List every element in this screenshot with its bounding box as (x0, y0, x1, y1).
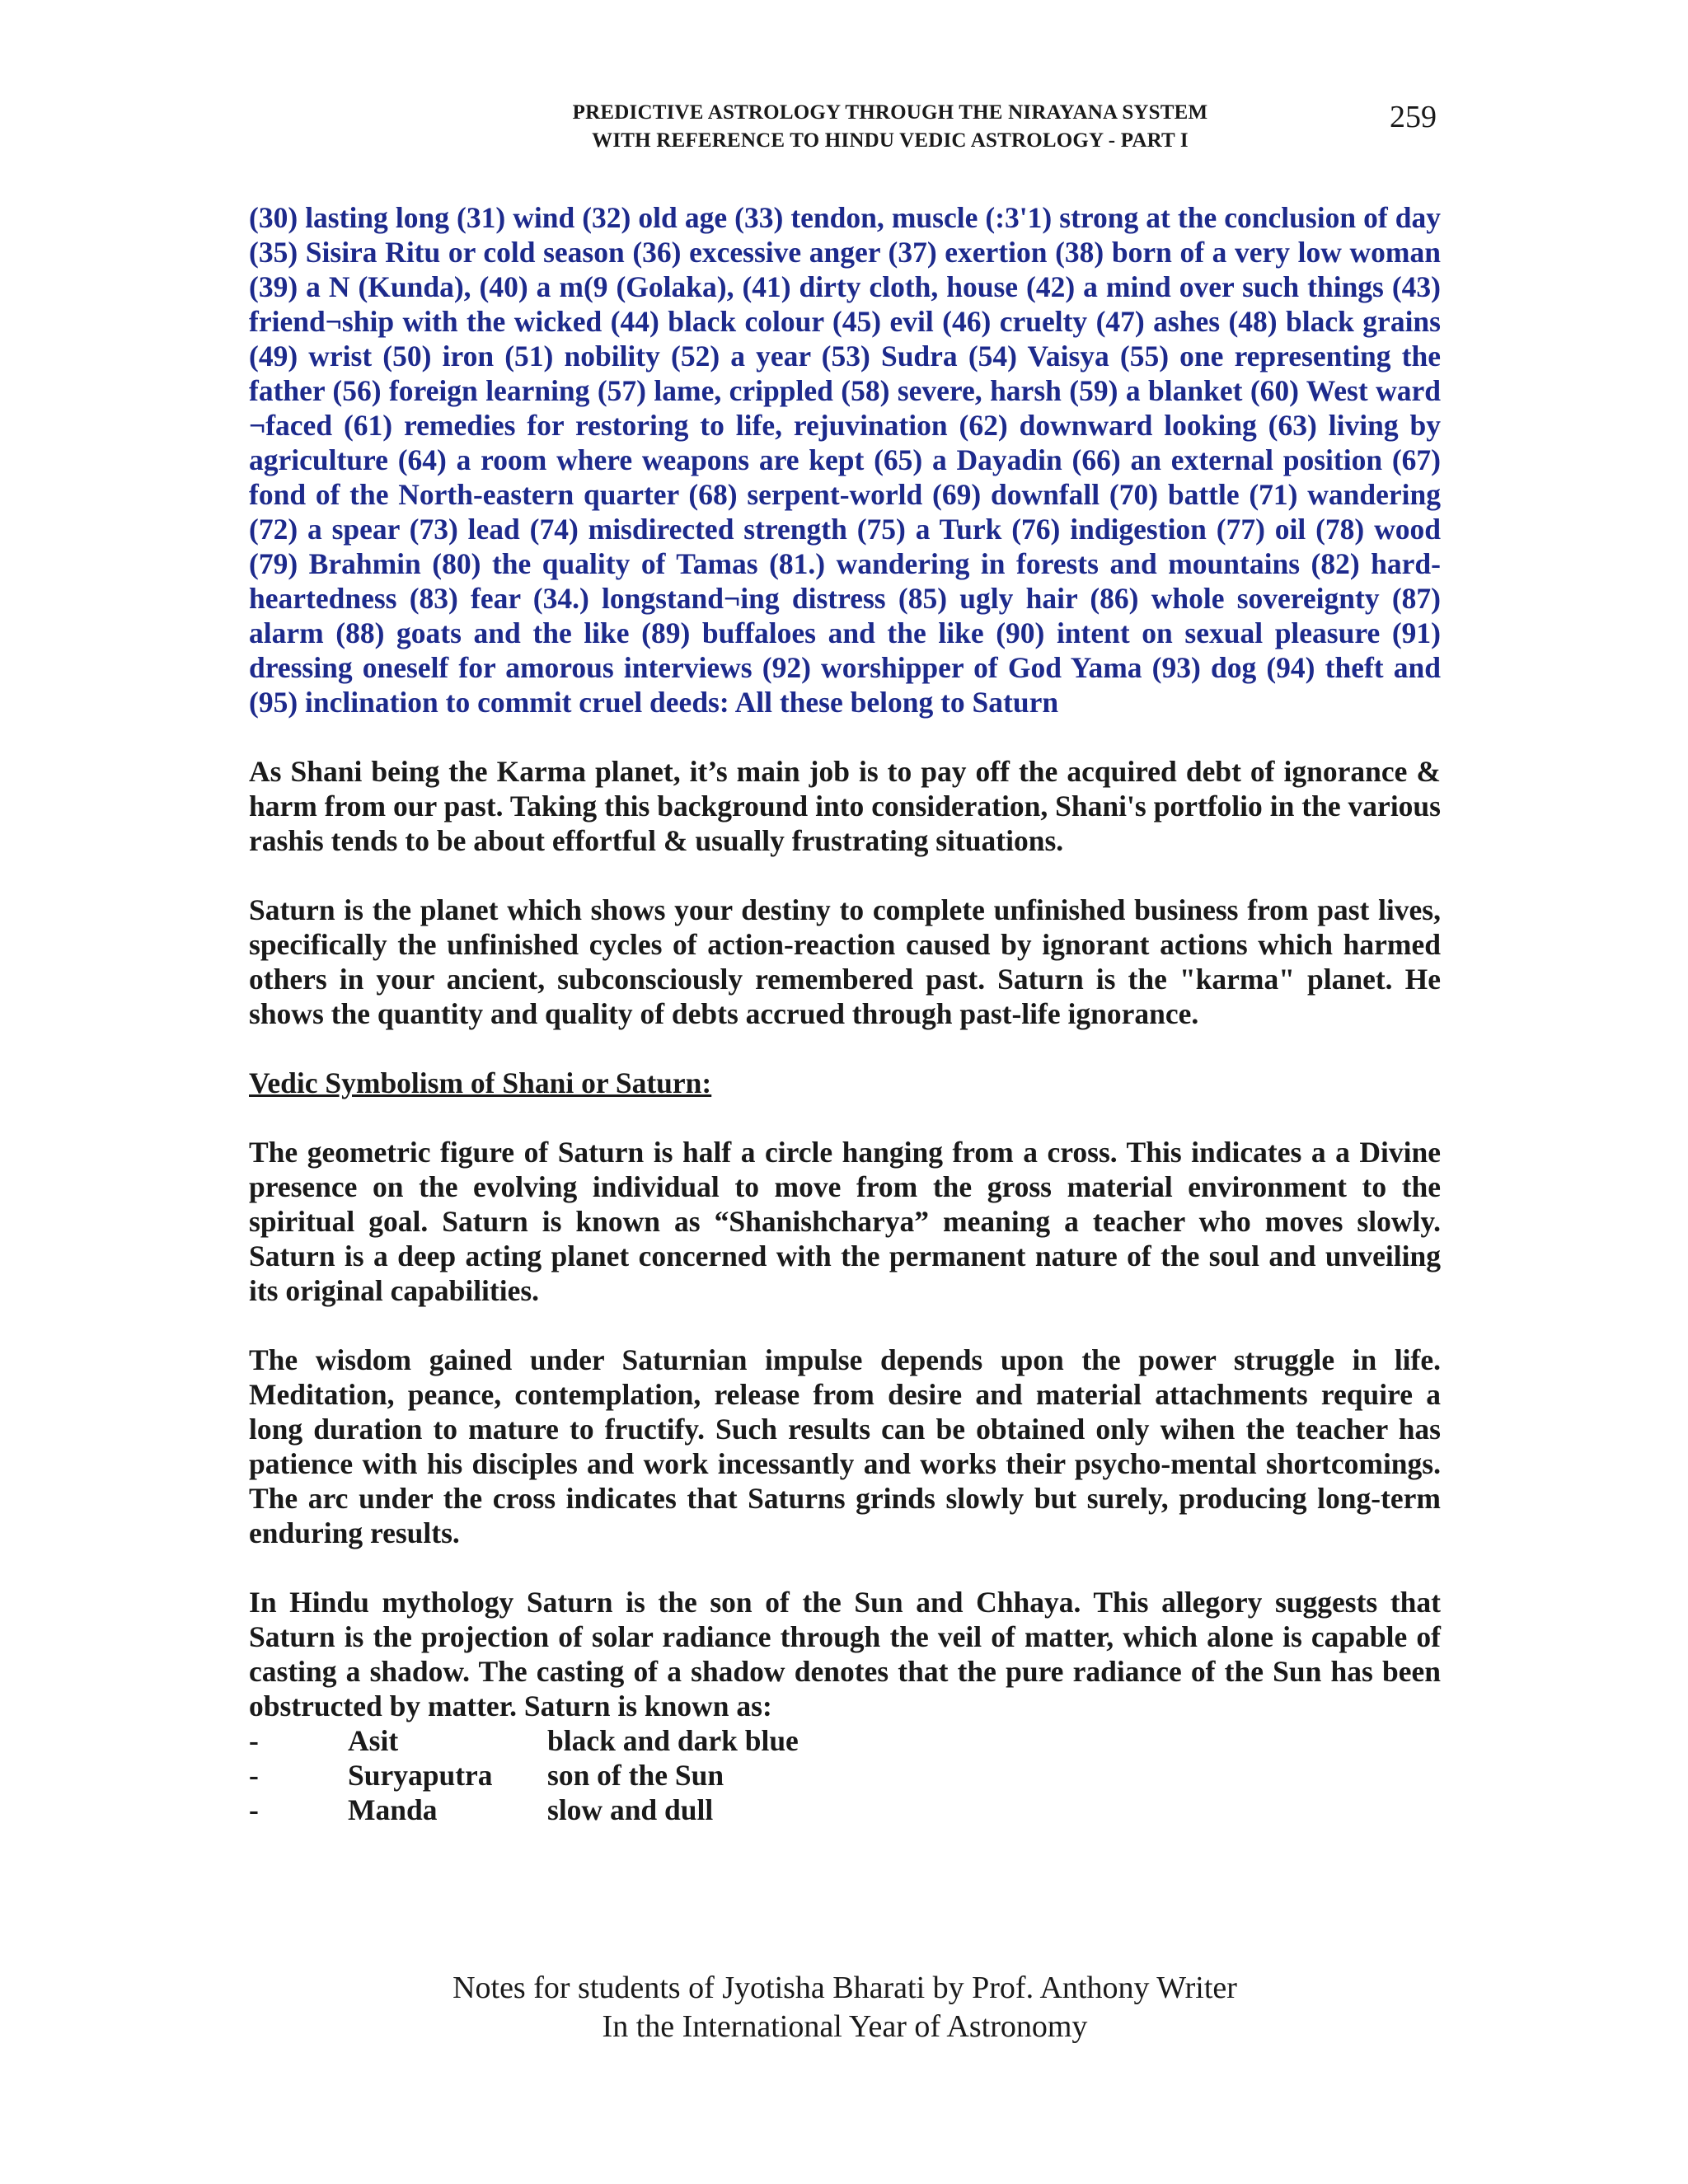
page-footer (249, 1969, 1441, 2046)
paragraph-wisdom: The wisdom gained under Saturnian impulse depends upon the power struggle in life. Meditation, peance, contemplation, release from desire and material attachments require a long duration to mature to fructify. Such results can be obtained only wihen the teacher has patience with his disciples and work incessantly and works their psycho-mental shortcomings. The arc under the cross indicates that Saturns grinds slowly but surely, producing long-term enduring results. (249, 1343, 1441, 1549)
list-dash: - (249, 1793, 259, 1826)
saturn-significations-list: (30) lasting long (31) wind (32) old age (33) tendon, muscle (:3'1) strong at the conclusion of day (35) Sisira Ritu or cold season (36) excessive anger (37) exertion (38) born of a very low woman (39) a N (Kunda), (40) a m(9 (Golaka), (41) dirty cloth, house (42) a mind over such things (43) friend¬ship with the wicked (44) black colour (45) evil (46) cruelty (47) ashes (48) black grains (49) wrist (50) iron (51) nobility (52) a year (53) Sudra (54) Vaisya (55) one representing the father (56) foreign learning (57) lame, crippled (58) severe, harsh (59) a blanket (60) West ward ¬faced (61) remedies for restoring to life, rejuvination (62) downward looking (63) living by agriculture (64) a room where weapons are kept (65) a Dayadin (66) an external position (67) fond of the North-eastern quarter (68) serpent-world (69) downfall (70) battle (71) wandering (72) a spear (73) lead (74) misdirected strength (75) a Turk (76) indigestion (77) oil (78) wood (79) Brahmin (80) the quality of Tamas (81.) wandering in forests and mountains (82) hard-heartedness (83) fear (34.) longstand¬ing distress (85) ugly hair (86) whole sovereignty (87) alarm (88) goats and the like (89) buffaloes and the like (90) intent on sexual pleasure (91) dressing oneself for amorous interviews (92) worshipper of God Yama (93) dog (94) theft and (95) inclination to commit cruel deeds: All these belong to Saturn (249, 201, 1441, 719)
section-heading: Vedic Symbolism of Shani or Saturn: (249, 1066, 712, 1099)
page-body (249, 200, 1441, 1827)
saturn-name: Suryaputra (348, 1759, 493, 1792)
page-number: 259 (1390, 100, 1437, 134)
saturn-name-meaning: son of the Sun (547, 1759, 724, 1792)
saturn-names-list (249, 1723, 1441, 1827)
saturn-name-meaning: black and dark blue (547, 1724, 799, 1757)
paragraph-mythology: In Hindu mythology Saturn is the son of the Sun and Chhaya. This allegory suggests that Saturn is the projection of solar radiance through the veil of matter, which alone is capable of casting a shadow. The casting of a shadow denotes that the pure radiance of the Sun has been obstructed by matter. Saturn is known as: (249, 1586, 1441, 1722)
list-dash: - (249, 1759, 259, 1792)
header-title-line-1: PREDICTIVE ASTROLOGY THROUGH THE NIRAYANA SYSTEM (572, 101, 1208, 124)
list-dash: - (249, 1724, 259, 1757)
paragraph-geometric-figure: The geometric figure of Saturn is half a circle hanging from a cross. This indicates a a Divine presence on the evolving individual to move from the gross material environment to the spiritual goal. Saturn is known as “Shanishcharya” meaning a teacher who moves slowly. Saturn is a deep acting planet concerned with the permanent nature of the soul and unveiling its original capabilities. (249, 1136, 1441, 1307)
saturn-name: Manda (348, 1793, 438, 1826)
header-title-line-2: WITH REFERENCE TO HINDU VEDIC ASTROLOGY - PART I (592, 129, 1189, 152)
saturn-name: Asit (348, 1724, 399, 1757)
list-item (249, 1723, 1441, 1758)
list-item (249, 1758, 1441, 1793)
paragraph-karma-planet: As Shani being the Karma planet, it’s main job is to pay off the acquired debt of ignorance & harm from our past. Taking this background into consideration, Shani's portfolio in the various rashis tends to be about effortful & usually frustrating situations. (249, 755, 1441, 857)
footer-line-2: In the International Year of Astronomy (602, 2009, 1088, 2044)
footer-line-1: Notes for students of Jyotisha Bharati by Prof. Anthony Writer (452, 1971, 1237, 2005)
paragraph-destiny: Saturn is the planet which shows your destiny to complete unfinished business from past lives, specifically the unfinished cycles of action-reaction caused by ignorant actions which harmed others in your ancient, subconsciously remembered past. Saturn is the "karma" planet. He shows the quantity and quality of debts accrued through past-life ignorance. (249, 893, 1441, 1030)
list-item (249, 1793, 1441, 1827)
saturn-name-meaning: slow and dull (547, 1793, 714, 1826)
